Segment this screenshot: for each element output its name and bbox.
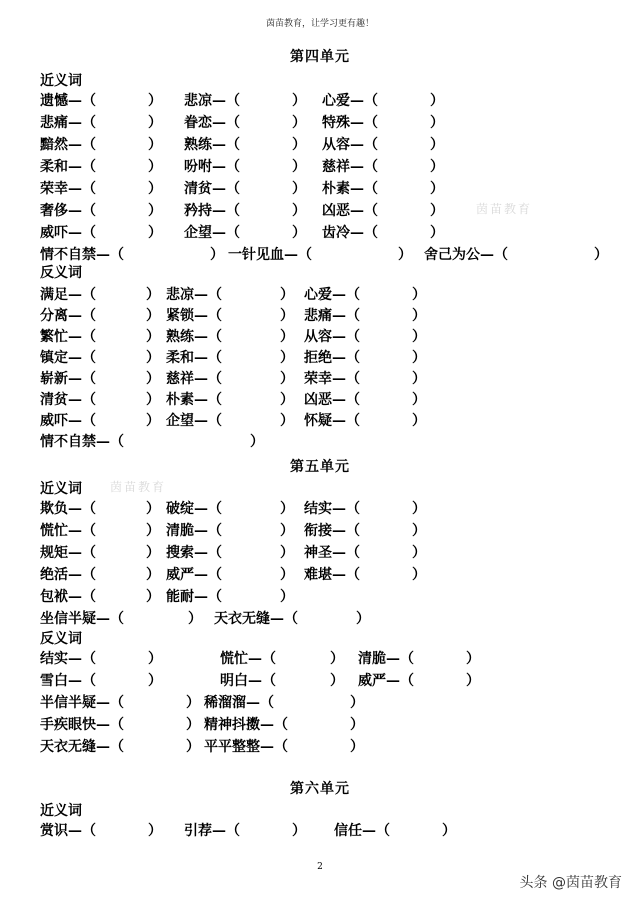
word-entry: 吩咐—（	[184, 159, 240, 175]
word-entry: 悲凉—（	[184, 93, 240, 109]
exercise-row	[0, 200, 640, 222]
word-entry: 朴素—（	[322, 181, 378, 197]
word-entry: 特殊—（	[322, 115, 378, 131]
answer-blank-close: ）	[146, 308, 160, 324]
exercise-row	[0, 714, 640, 736]
answer-blank-close: ）	[430, 159, 444, 175]
exercise-row	[0, 90, 640, 112]
answer-blank-close: ）	[148, 137, 162, 153]
word-entry: 赏识—（	[40, 823, 96, 839]
answer-blank-close: ）	[280, 371, 294, 387]
answer-blank-close: ）	[292, 159, 306, 175]
answer-blank-close: ）	[356, 611, 370, 627]
word-entry: 拒绝—（	[304, 350, 360, 366]
answer-blank-close: ）	[594, 247, 608, 263]
word-entry: 威严—（	[358, 673, 414, 689]
exercise-row	[0, 410, 640, 432]
exercise-row	[0, 305, 640, 327]
answer-blank-close: ）	[146, 501, 160, 517]
word-entry: 企望—（	[166, 413, 222, 429]
header-slogan: 茵苗教育，让学习更有趣！	[265, 19, 374, 29]
word-entry: 明白—（	[220, 673, 276, 689]
word-entry: 奢侈—（	[40, 203, 96, 219]
page-number: 2	[317, 862, 323, 872]
answer-blank-close: ）	[186, 717, 200, 733]
section-label: 反义词	[40, 265, 82, 281]
answer-blank-close: ）	[350, 739, 364, 755]
exercise-row	[0, 586, 640, 608]
answer-blank-close: ）	[280, 545, 294, 561]
exercise-row	[0, 692, 640, 714]
answer-blank-close: ）	[292, 225, 306, 241]
exercise-row	[0, 156, 640, 178]
word-entry: 遗憾—（	[40, 93, 96, 109]
exercise-row	[0, 498, 640, 520]
word-entry: 企望—（	[184, 225, 240, 241]
word-entry: 镇定—（	[40, 350, 96, 366]
word-entry: 信任—（	[334, 823, 390, 839]
word-entry: 悲痛—（	[304, 308, 360, 324]
exercise-row	[0, 389, 640, 411]
answer-blank-close: ）	[330, 673, 344, 689]
exercise-row	[0, 520, 640, 542]
exercise-row	[0, 670, 640, 692]
unit-title: 第五单元	[290, 459, 350, 475]
word-entry: 雪白—（	[40, 673, 96, 689]
answer-blank-close: ）	[188, 611, 202, 627]
word-entry: 神圣—（	[304, 545, 360, 561]
answer-blank-close: ）	[412, 501, 426, 517]
word-entry: 紧锁—（	[166, 308, 222, 324]
answer-blank-close: ）	[292, 93, 306, 109]
answer-blank-close: ）	[280, 589, 294, 605]
footer-brand: 头条 @茵苗教育	[519, 875, 622, 891]
answer-blank-close: ）	[148, 225, 162, 241]
answer-blank-close: ）	[292, 181, 306, 197]
word-entry: 手疾眼快—（	[40, 717, 124, 733]
word-entry: 威严—（	[166, 567, 222, 583]
exercise-row	[0, 178, 640, 200]
exercise-row	[0, 431, 640, 453]
word-entry: 悲痛—（	[40, 115, 96, 131]
answer-blank-close: ）	[146, 350, 160, 366]
exercise-row	[0, 112, 640, 134]
answer-blank-close: ）	[148, 93, 162, 109]
word-entry: 平平整整—（	[204, 739, 288, 755]
word-entry: 熟练—（	[184, 137, 240, 153]
answer-blank-close: ）	[330, 651, 344, 667]
answer-blank-close: ）	[430, 181, 444, 197]
word-entry: 绝活—（	[40, 567, 96, 583]
answer-blank-close: ）	[148, 181, 162, 197]
answer-blank-close: ）	[350, 695, 364, 711]
word-entry: 慈祥—（	[166, 371, 222, 387]
word-entry: 能耐—（	[166, 589, 222, 605]
answer-blank-close: ）	[146, 523, 160, 539]
answer-blank-close: ）	[398, 247, 412, 263]
word-entry: 朴素—（	[166, 392, 222, 408]
word-entry: 天衣无缝—（	[214, 611, 298, 627]
word-entry: 熟练—（	[166, 329, 222, 345]
exercise-row	[0, 542, 640, 564]
exercise-row	[0, 608, 640, 630]
unit-title: 第四单元	[290, 49, 350, 65]
word-entry: 难堪—（	[304, 567, 360, 583]
word-entry: 引荐—（	[184, 823, 240, 839]
word-entry: 威吓—（	[40, 225, 96, 241]
word-entry: 荣幸—（	[304, 371, 360, 387]
word-entry: 欺负—（	[40, 501, 96, 517]
word-entry: 衔接—（	[304, 523, 360, 539]
answer-blank-close: ）	[210, 247, 224, 263]
answer-blank-close: ）	[292, 823, 306, 839]
answer-blank-close: ）	[430, 93, 444, 109]
word-entry: 黯然—（	[40, 137, 96, 153]
answer-blank-close: ）	[430, 203, 444, 219]
word-entry: 半信半疑—（	[40, 695, 124, 711]
answer-blank-close: ）	[412, 308, 426, 324]
answer-blank-close: ）	[146, 567, 160, 583]
answer-blank-close: ）	[292, 203, 306, 219]
answer-blank-close: ）	[250, 434, 264, 450]
answer-blank-close: ）	[412, 287, 426, 303]
section-label: 近义词	[40, 803, 82, 819]
word-entry: 破绽—（	[166, 501, 222, 517]
exercise-row	[0, 244, 640, 266]
word-entry: 清脆—（	[358, 651, 414, 667]
answer-blank-close: ）	[292, 137, 306, 153]
word-entry: 包袱—（	[40, 589, 96, 605]
word-entry: 清脆—（	[166, 523, 222, 539]
exercise-row	[0, 736, 640, 758]
word-entry: 柔和—（	[40, 159, 96, 175]
word-entry: 心爱—（	[322, 93, 378, 109]
word-entry: 慌忙—（	[40, 523, 96, 539]
answer-blank-close: ）	[412, 392, 426, 408]
answer-blank-close: ）	[146, 392, 160, 408]
answer-blank-close: ）	[146, 371, 160, 387]
section-label: 近义词	[40, 73, 82, 89]
section-label: 反义词	[40, 631, 82, 647]
answer-blank-close: ）	[466, 651, 480, 667]
exercise-row	[0, 326, 640, 348]
answer-blank-close: ）	[412, 371, 426, 387]
word-entry: 荣幸—（	[40, 181, 96, 197]
answer-blank-close: ）	[412, 567, 426, 583]
answer-blank-close: ）	[466, 673, 480, 689]
answer-blank-close: ）	[280, 392, 294, 408]
answer-blank-close: ）	[430, 137, 444, 153]
word-entry: 一针见血—（	[228, 247, 312, 263]
word-entry: 齿冷—（	[322, 225, 378, 241]
word-entry: 矜持—（	[184, 203, 240, 219]
word-entry: 情不自禁—（	[40, 434, 124, 450]
word-entry: 情不自禁—（	[40, 247, 124, 263]
word-entry: 搜索—（	[166, 545, 222, 561]
answer-blank-close: ）	[148, 159, 162, 175]
word-entry: 坐信半疑—（	[40, 611, 124, 627]
word-entry: 天衣无缝—（	[40, 739, 124, 755]
exercise-row	[0, 222, 640, 244]
answer-blank-close: ）	[148, 673, 162, 689]
answer-blank-close: ）	[146, 545, 160, 561]
word-entry: 规矩—（	[40, 545, 96, 561]
exercise-row	[0, 820, 640, 842]
watermark-text: 茵苗教育	[110, 480, 167, 494]
answer-blank-close: ）	[412, 329, 426, 345]
exercise-row	[0, 648, 640, 670]
answer-blank-close: ）	[148, 823, 162, 839]
exercise-row	[0, 284, 640, 306]
answer-blank-close: ）	[280, 501, 294, 517]
answer-blank-close: ）	[280, 350, 294, 366]
answer-blank-close: ）	[146, 589, 160, 605]
answer-blank-close: ）	[146, 329, 160, 345]
word-entry: 结实—（	[40, 651, 96, 667]
answer-blank-close: ）	[412, 413, 426, 429]
unit-title: 第六单元	[290, 781, 350, 797]
word-entry: 分离—（	[40, 308, 96, 324]
answer-blank-close: ）	[350, 717, 364, 733]
answer-blank-close: ）	[412, 545, 426, 561]
word-entry: 慌忙—（	[220, 651, 276, 667]
answer-blank-close: ）	[430, 115, 444, 131]
section-label: 近义词	[40, 481, 82, 497]
exercise-row	[0, 564, 640, 586]
answer-blank-close: ）	[280, 308, 294, 324]
word-entry: 柔和—（	[166, 350, 222, 366]
answer-blank-close: ）	[412, 350, 426, 366]
word-entry: 凶恶—（	[304, 392, 360, 408]
word-entry: 从容—（	[322, 137, 378, 153]
answer-blank-close: ）	[442, 823, 456, 839]
word-entry: 满足—（	[40, 287, 96, 303]
word-entry: 怀疑—（	[304, 413, 360, 429]
word-entry: 舍己为公—（	[424, 247, 508, 263]
word-entry: 眷恋—（	[184, 115, 240, 131]
answer-blank-close: ）	[430, 225, 444, 241]
answer-blank-close: ）	[280, 329, 294, 345]
answer-blank-close: ）	[280, 287, 294, 303]
answer-blank-close: ）	[292, 115, 306, 131]
word-entry: 清贫—（	[184, 181, 240, 197]
word-entry: 精神抖擞—（	[204, 717, 288, 733]
word-entry: 结实—（	[304, 501, 360, 517]
answer-blank-close: ）	[146, 413, 160, 429]
exercise-row	[0, 134, 640, 156]
word-entry: 从容—（	[304, 329, 360, 345]
answer-blank-close: ）	[280, 413, 294, 429]
exercise-row	[0, 368, 640, 390]
answer-blank-close: ）	[148, 651, 162, 667]
answer-blank-close: ）	[148, 203, 162, 219]
word-entry: 稀溜溜—（	[204, 695, 274, 711]
word-entry: 慈祥—（	[322, 159, 378, 175]
word-entry: 繁忙—（	[40, 329, 96, 345]
exercise-row	[0, 347, 640, 369]
watermark-text: 茵苗教育	[476, 202, 533, 216]
word-entry: 威吓—（	[40, 413, 96, 429]
answer-blank-close: ）	[186, 739, 200, 755]
word-entry: 心爱—（	[304, 287, 360, 303]
answer-blank-close: ）	[148, 115, 162, 131]
word-entry: 悲凉—（	[166, 287, 222, 303]
answer-blank-close: ）	[186, 695, 200, 711]
answer-blank-close: ）	[412, 523, 426, 539]
word-entry: 崭新—（	[40, 371, 96, 387]
answer-blank-close: ）	[146, 287, 160, 303]
word-entry: 清贫—（	[40, 392, 96, 408]
word-entry: 凶恶—（	[322, 203, 378, 219]
answer-blank-close: ）	[280, 567, 294, 583]
answer-blank-close: ）	[280, 523, 294, 539]
